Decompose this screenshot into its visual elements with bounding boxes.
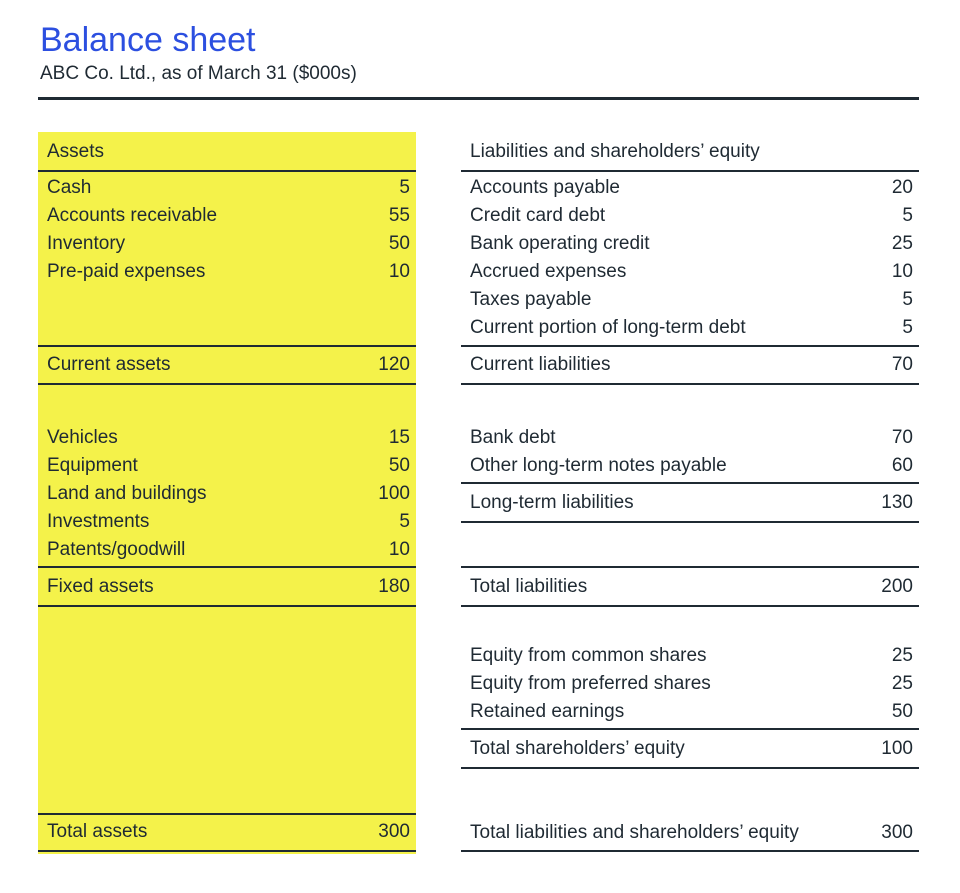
table-row (38, 536, 416, 564)
table-row (461, 174, 919, 202)
divider (461, 482, 919, 484)
liabilities-heading: Liabilities and shareholders’ equity (470, 141, 760, 162)
row-value: 50 (388, 455, 410, 476)
row-label: Pre-paid expenses (47, 261, 206, 282)
longterm-liabilities-total-row (461, 489, 919, 517)
divider (38, 850, 416, 852)
divider (461, 170, 919, 172)
page-subtitle: ABC Co. Ltd., as of March 31 ($000s) (40, 63, 357, 84)
divider (461, 850, 919, 852)
row-value: 300 (378, 821, 410, 842)
row-value: 10 (891, 261, 913, 282)
table-row (38, 452, 416, 480)
divider (38, 813, 416, 815)
assets-heading: Assets (47, 141, 105, 162)
row-value: 100 (378, 483, 410, 504)
divider (38, 383, 416, 385)
total-liabilities-row (461, 573, 919, 601)
table-row (461, 452, 919, 480)
current-liabilities-total-row (461, 351, 919, 379)
fixed-assets-total-row (38, 573, 416, 601)
row-label: Bank operating credit (470, 233, 650, 254)
divider (461, 521, 919, 523)
row-label: Total liabilities and shareholders’ equity (470, 822, 799, 843)
divider (461, 605, 919, 607)
row-value: 5 (399, 177, 410, 198)
row-label: Cash (47, 177, 92, 198)
grand-total-row (461, 819, 919, 847)
row-label: Fixed assets (47, 576, 154, 597)
table-row (461, 286, 919, 314)
table-row (38, 174, 416, 202)
row-label: Equity from preferred shares (470, 673, 711, 694)
row-value: 10 (388, 261, 410, 282)
divider (38, 566, 416, 568)
row-value: 5 (902, 317, 913, 338)
assets-column (38, 132, 416, 854)
table-row (38, 230, 416, 258)
row-value: 20 (891, 177, 913, 198)
row-value: 300 (881, 822, 913, 843)
row-label: Current portion of long-term debt (470, 317, 746, 338)
table-row (38, 508, 416, 536)
assets-heading-row (38, 138, 416, 166)
divider (461, 345, 919, 347)
table-row (38, 480, 416, 508)
row-value: 5 (902, 289, 913, 310)
liabilities-heading-row (461, 138, 919, 166)
table-row (461, 202, 919, 230)
row-label: Vehicles (47, 427, 118, 448)
divider (461, 767, 919, 769)
row-value: 70 (891, 427, 913, 448)
row-label: Patents/goodwill (47, 539, 186, 560)
row-value: 25 (891, 673, 913, 694)
row-value: 5 (399, 511, 410, 532)
row-value: 55 (388, 205, 410, 226)
liabilities-column (461, 132, 919, 854)
row-value: 180 (378, 576, 410, 597)
table-row (461, 258, 919, 286)
row-value: 5 (902, 205, 913, 226)
table-row (461, 230, 919, 258)
row-value: 100 (881, 738, 913, 759)
divider (461, 383, 919, 385)
table-row (38, 202, 416, 230)
row-value: 200 (881, 576, 913, 597)
row-value: 120 (378, 354, 410, 375)
row-label: Total assets (47, 821, 148, 842)
row-label: Credit card debt (470, 205, 606, 226)
table-row (461, 642, 919, 670)
row-value: 25 (891, 233, 913, 254)
current-assets-total-row (38, 351, 416, 379)
row-label: Taxes payable (470, 289, 592, 310)
row-label: Equipment (47, 455, 138, 476)
row-label: Long-term liabilities (470, 492, 634, 513)
row-label: Retained earnings (470, 701, 625, 722)
row-label: Current assets (47, 354, 171, 375)
divider (38, 605, 416, 607)
row-value: 50 (891, 701, 913, 722)
table-row (461, 670, 919, 698)
divider (38, 170, 416, 172)
divider (461, 728, 919, 730)
table-row (38, 258, 416, 286)
equity-total-row (461, 735, 919, 763)
row-label: Accounts payable (470, 177, 620, 198)
row-label: Total shareholders’ equity (470, 738, 685, 759)
row-label: Accounts receivable (47, 205, 218, 226)
row-value: 70 (891, 354, 913, 375)
row-label: Accrued expenses (470, 261, 627, 282)
table-row (461, 424, 919, 452)
row-label: Investments (47, 511, 150, 532)
row-label: Inventory (47, 233, 126, 254)
page-title: Balance sheet (40, 21, 256, 59)
table-row (38, 424, 416, 452)
row-label: Other long-term notes payable (470, 455, 727, 476)
total-assets-row (38, 818, 416, 846)
row-value: 10 (388, 539, 410, 560)
row-label: Land and buildings (47, 483, 207, 504)
row-value: 15 (388, 427, 410, 448)
divider (461, 566, 919, 568)
row-value: 25 (891, 645, 913, 666)
row-value: 50 (388, 233, 410, 254)
row-label: Equity from common shares (470, 645, 707, 666)
row-value: 60 (891, 455, 913, 476)
table-row (461, 698, 919, 726)
divider (38, 345, 416, 347)
header-divider (38, 97, 919, 100)
row-value: 130 (881, 492, 913, 513)
table-row (461, 314, 919, 342)
row-label: Total liabilities (470, 576, 588, 597)
row-label: Current liabilities (470, 354, 611, 375)
row-label: Bank debt (470, 427, 556, 448)
